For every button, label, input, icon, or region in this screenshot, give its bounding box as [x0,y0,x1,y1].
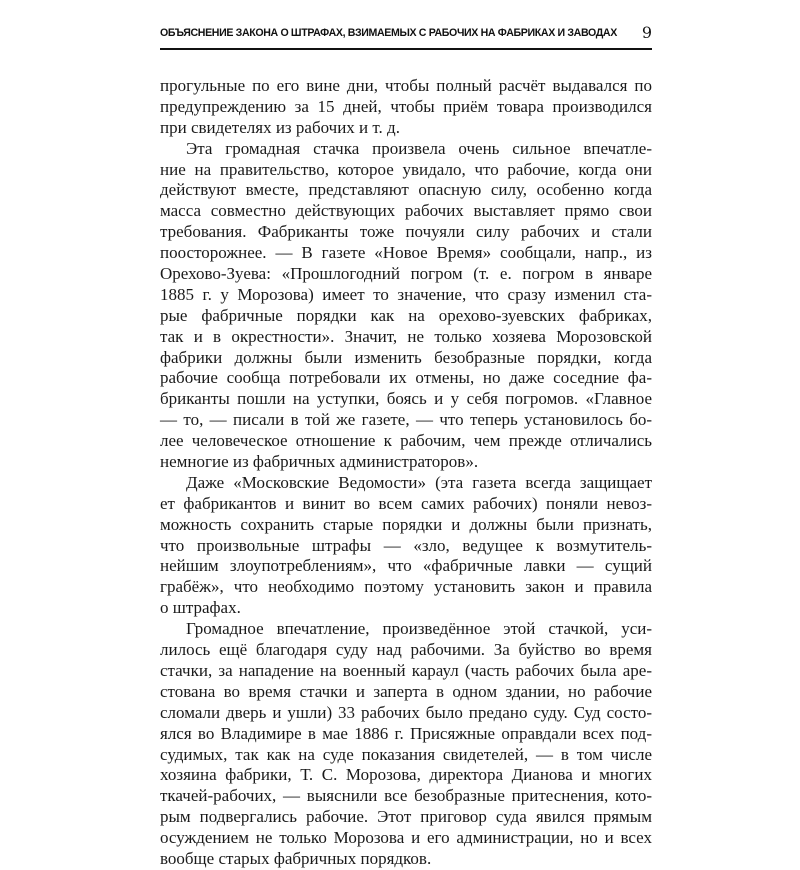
running-header-title: ОБЪЯСНЕНИЕ ЗАКОНА О ШТРАФАХ, ВЗИМАЕМЫХ С РАБОЧИХ НА ФАБРИКАХ И ЗАВОДАХ [160,27,617,39]
text-line: хозяина фабрики, Т. С. Морозова, директора Дианова и многих [160,765,652,785]
text-line: немногие из фабричных администраторов». [160,452,479,472]
text-line: Эта громадная стачка произвела очень сильное впечатле- [186,138,652,158]
text-line: — то, — писали в той же газете, — что теперь установилось бо- [160,410,652,430]
text-line: рабочие сообща потребовали их отмены, но даже соседние фа- [160,368,652,388]
page-number: 9 [641,23,652,42]
text-line: стачки, за нападение на военный караул (часть рабочих была аре- [160,660,652,680]
text-line: фабрики должны были изменить безобразные порядки, когда [160,347,652,367]
text-line: можность сохранить старые порядки и должны были признать, [160,514,652,534]
text-line: так и в окрестности». Значит, не только хозяева Морозовской [160,326,652,346]
text-line: предупреждению за 15 дней, чтобы приём товара производился [160,96,652,116]
text-line: рые фабричные порядки как на орехово-зуевских фабриках, [160,305,652,325]
text-line: 1885 г. у Морозова) имеет то значение, что сразу изменил ста- [160,284,652,304]
text-line: вообще старых фабричных порядков. [160,848,432,868]
text-line: что произвольные штрафы — «зло, ведущее к возмутитель- [160,535,652,555]
text-line: грабёж», что необходимо поэтому установить закон и правила [160,577,652,597]
text-line: ялся во Владимире в мае 1886 г. Присяжные оправдали всех под- [160,723,652,743]
text-line: судимых, так как на суде показания свидетелей, — в том числе [160,744,652,764]
text-line: прогульные по его вине дни, чтобы полный расчёт выдавался по [160,76,652,95]
text-line: о штрафах. [160,598,241,618]
text-line: масса совместно действующих рабочих выставляет прямо свои [160,201,652,221]
text-line: лилось ещё благодаря суду над рабочими. За буйство во время [160,640,652,660]
text-line: лее человеческое отношение к рабочим, чем прежде отличались [160,431,652,451]
body-text [160,76,652,870]
text-line: ткачей-рабочих, — выяснили все безобразные притеснения, кото- [160,786,652,806]
text-line: Орехово-Зуева: «Прошлогодний погром (т. е. погром в январе [160,264,652,284]
text-line: ние на правительство, которое увидало, что рабочие, когда они [160,159,652,179]
running-header [160,20,652,50]
text-line: при свидетелях из рабочих и т. д. [160,117,400,137]
text-line: осуждением не только Морозова и его администрации, но и всех [160,828,652,848]
text-line: Даже «Московские Ведомости» (эта газета всегда защищает [186,472,652,492]
text-line: нейшим злоупотреблениям», что «фабричные лавки — сущий [160,556,652,576]
text-line: Громадное впечатление, произведённое этой стачкой, уси- [186,619,652,639]
text-line: сломали дверь и ушли) 33 рабочих было предано суду. Суд состо- [160,702,652,722]
text-line: рым подвергались рабочие. Этот приговор суда явился прямым [160,807,652,827]
text-line: поосторожнее. — В газете «Новое Время» сообщали, напр., из [160,243,652,263]
text-line: требования. Фабриканты тоже почуяли силу рабочих и стали [160,222,652,242]
text-line: стована во время стачки и заперта в одном здании, но рабочие [160,681,652,701]
text-line: действуют вместе, представляют опасную силу, особенно когда [160,180,652,200]
text-line: ет фабрикантов и винит во всем самих рабочих) поняли невоз- [160,493,652,513]
text-line: бриканты пошли на уступки, боясь и у себя погромов. «Главное [160,389,652,409]
